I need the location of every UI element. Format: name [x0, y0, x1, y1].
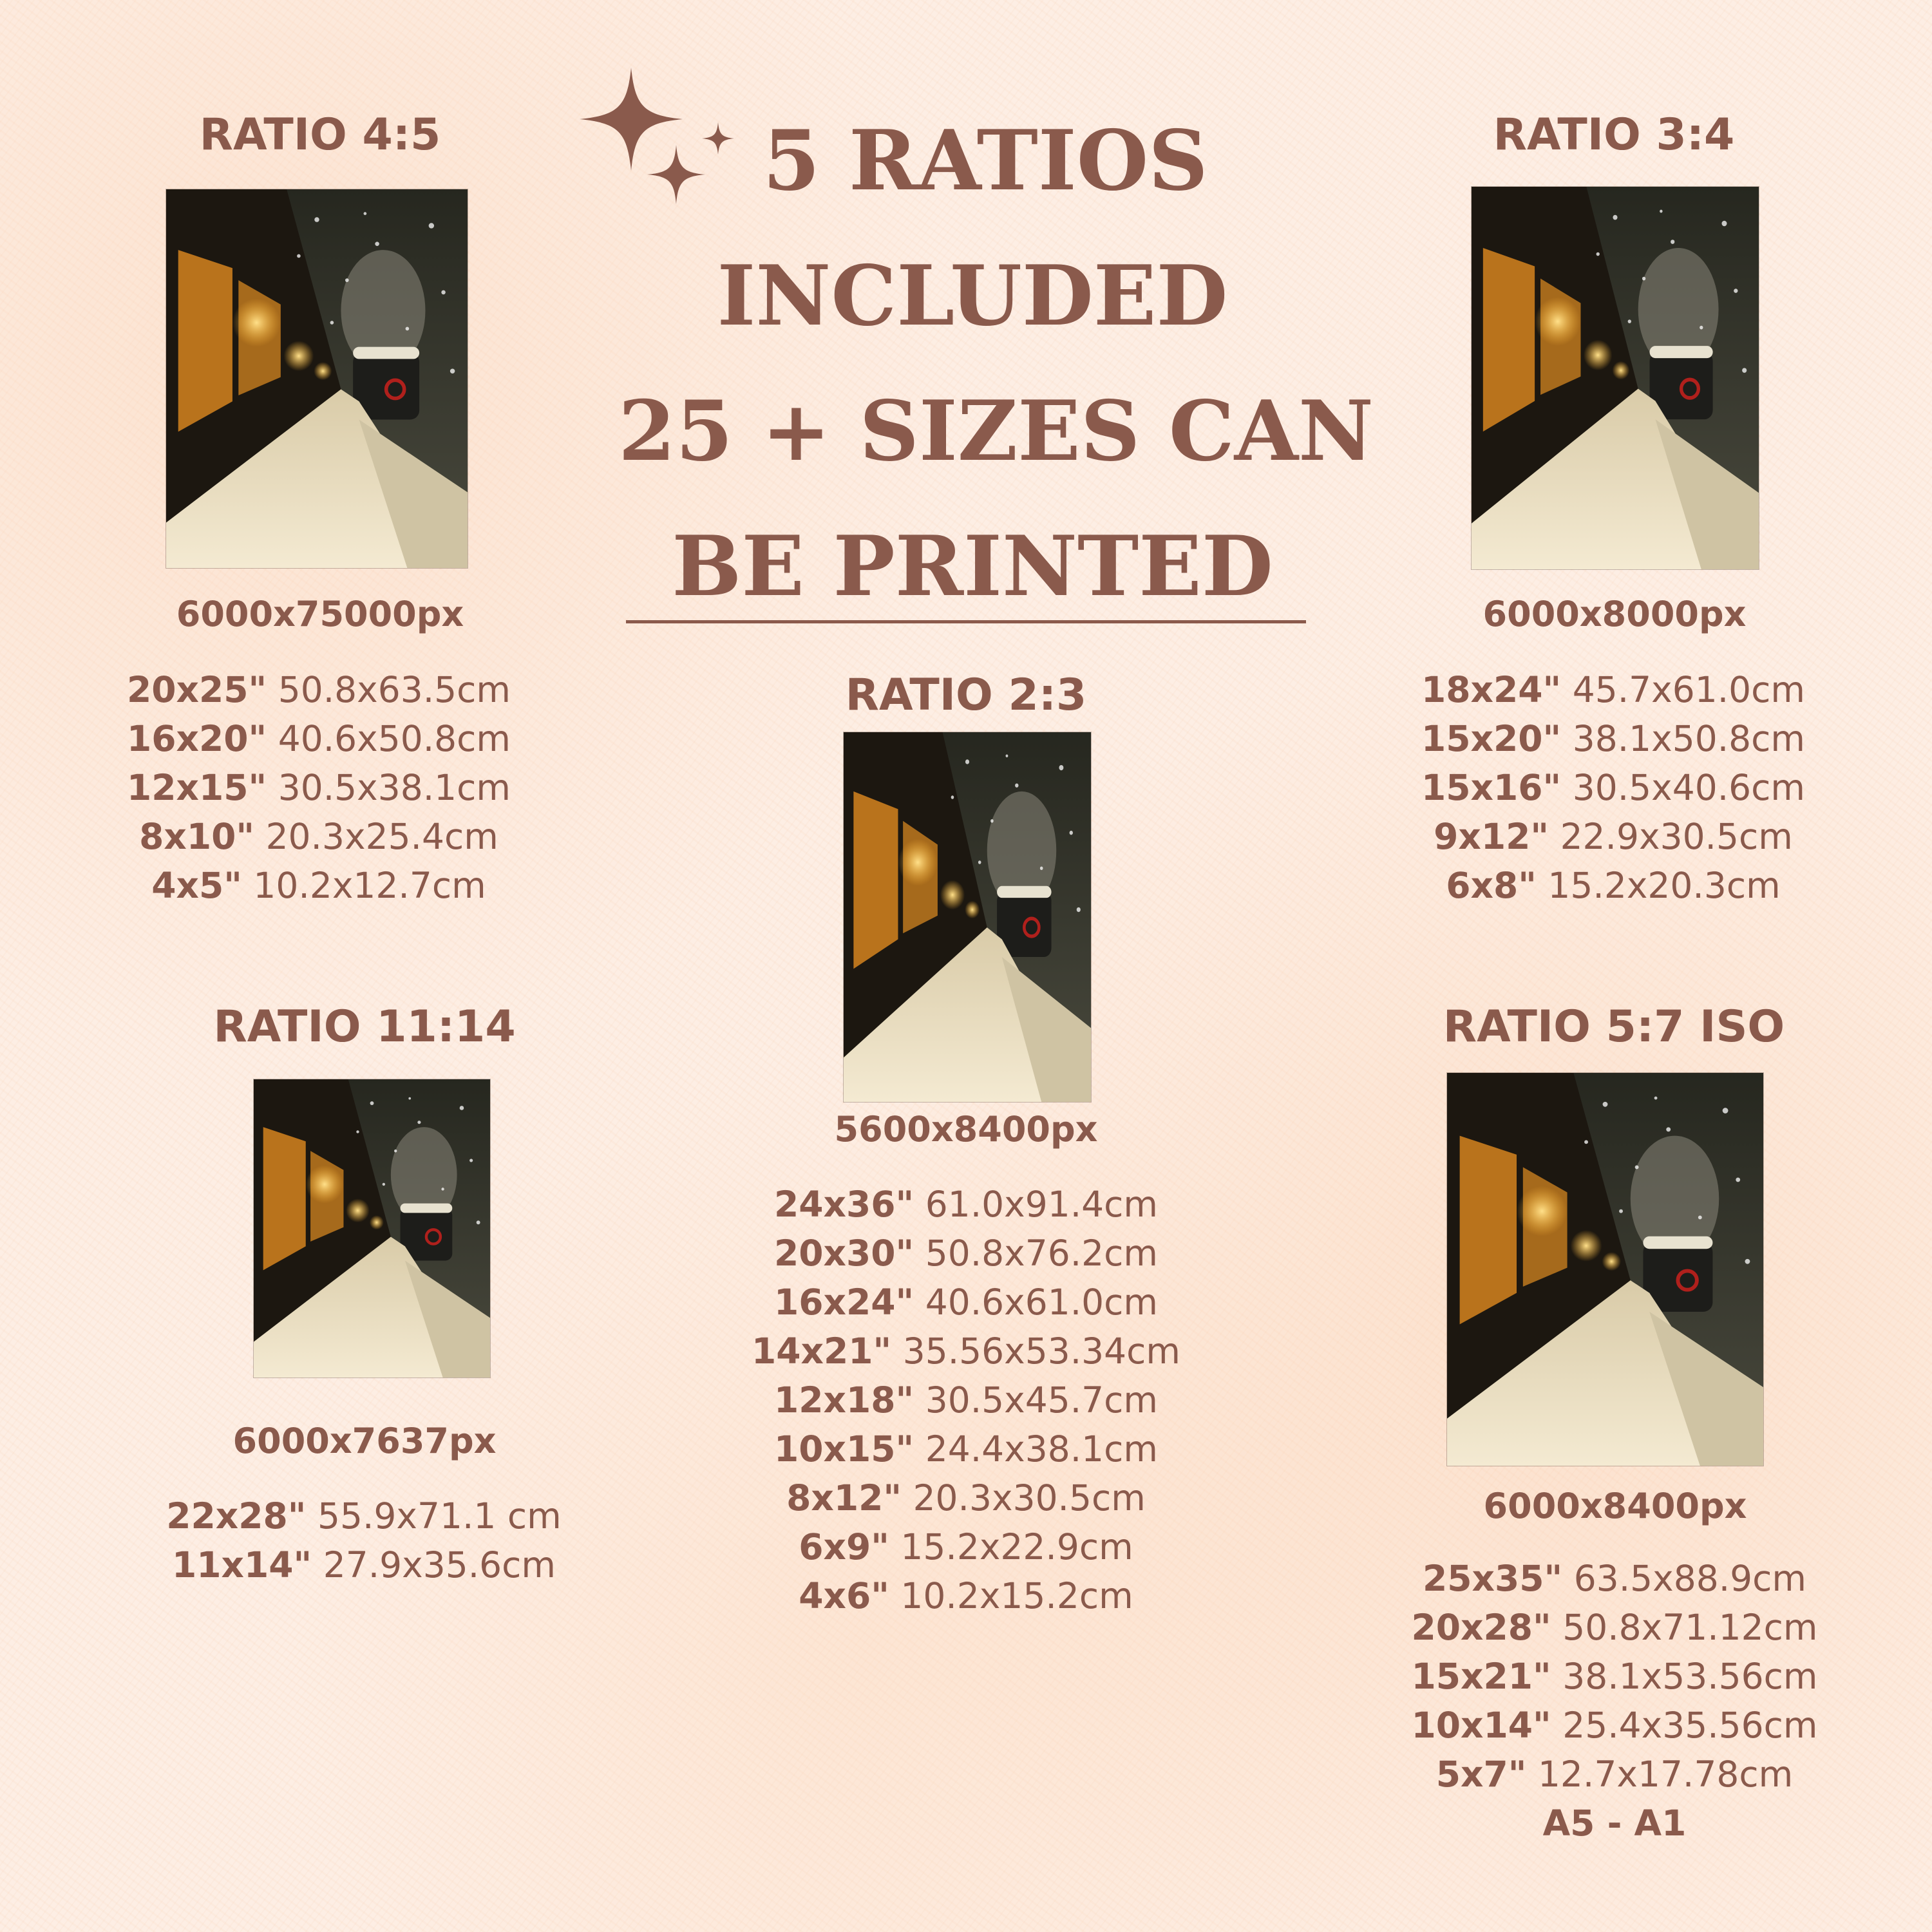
ratio-3-4-label: RATIO 3:4 — [1493, 109, 1735, 160]
size-inches: 18x24" — [1421, 669, 1562, 710]
ratio-5-7-sizes — [1360, 1554, 1869, 1799]
size-line — [712, 1327, 1220, 1376]
size-line — [1359, 861, 1868, 910]
size-line — [1360, 1603, 1869, 1652]
ratio-2-3-sizes — [712, 1180, 1220, 1620]
ratio-11-14-pixels: 6000x7637px — [232, 1421, 497, 1461]
title-divider — [626, 620, 1306, 623]
size-cm: 61.0x91.4cm — [925, 1184, 1158, 1225]
size-line — [712, 1425, 1220, 1473]
ratio-4-5-sizes — [64, 665, 573, 910]
size-cm: 15.2x22.9cm — [900, 1526, 1133, 1567]
size-inches: 20x28" — [1411, 1607, 1551, 1648]
ratio-11-14-image — [254, 1079, 490, 1378]
size-inches: 14x21" — [752, 1331, 892, 1372]
size-line — [1359, 665, 1868, 714]
size-line — [64, 861, 573, 910]
size-cm: 45.7x61.0cm — [1572, 669, 1805, 710]
ratio-4-5-label: RATIO 4:5 — [199, 109, 441, 160]
title-line-1: 5 RATIOS — [762, 113, 1208, 209]
size-cm: 40.6x50.8cm — [278, 718, 511, 759]
size-inches: 16x20" — [127, 718, 267, 759]
ratio-11-14-label: RATIO 11:14 — [213, 1001, 516, 1052]
ratio-3-4-pixels: 6000x8000px — [1482, 594, 1747, 634]
size-line — [1359, 714, 1868, 763]
size-inches: 20x25" — [127, 669, 267, 710]
title-line-2: INCLUDED — [717, 248, 1228, 345]
size-line — [712, 1473, 1220, 1522]
size-cm: 10.2x15.2cm — [900, 1575, 1133, 1616]
size-inches: 15x16" — [1421, 767, 1562, 808]
size-inches: 20x30" — [774, 1233, 914, 1274]
title-block — [618, 93, 1374, 634]
size-inches: 22x28" — [166, 1495, 307, 1537]
size-cm: 50.8x71.12cm — [1562, 1607, 1818, 1648]
size-inches: 9x12" — [1434, 816, 1549, 857]
size-cm: 30.5x38.1cm — [278, 767, 511, 808]
size-inches: 4x5" — [151, 865, 242, 906]
ratio-4-5-pixels: 6000x75000px — [176, 594, 464, 634]
size-cm: 20.3x30.5cm — [913, 1477, 1146, 1519]
ratio-3-4-sizes — [1359, 665, 1868, 910]
ratio-2-3-pixels: 5600x8400px — [834, 1109, 1098, 1150]
size-cm: 20.3x25.4cm — [265, 816, 498, 857]
size-cm: 27.9x35.6cm — [323, 1544, 556, 1586]
size-line — [64, 812, 573, 861]
size-inches: 11x14" — [172, 1544, 312, 1586]
size-inches: 12x15" — [127, 767, 267, 808]
size-cm: 38.1x50.8cm — [1572, 718, 1805, 759]
size-inches: 12x18" — [774, 1379, 914, 1421]
size-inches: 24x36" — [774, 1184, 914, 1225]
ratio-11-14-sizes — [109, 1492, 618, 1589]
size-cm: 30.5x45.7cm — [925, 1379, 1158, 1421]
size-cm: 25.4x35.56cm — [1562, 1705, 1818, 1746]
size-inches: 8x10" — [139, 816, 255, 857]
size-cm: 63.5x88.9cm — [1573, 1558, 1806, 1599]
size-line — [109, 1540, 618, 1589]
ratio-2-3-label: RATIO 2:3 — [845, 670, 1087, 721]
size-line — [109, 1492, 618, 1540]
size-cm: 24.4x38.1cm — [925, 1428, 1158, 1470]
size-inches: 25x35" — [1423, 1558, 1563, 1599]
size-inches: 4x6" — [799, 1575, 889, 1616]
size-inches: 5x7" — [1435, 1754, 1527, 1795]
size-line — [1360, 1554, 1869, 1603]
title-line-4: BE PRINTED — [672, 518, 1273, 615]
size-line — [712, 1571, 1220, 1620]
size-line — [712, 1376, 1220, 1425]
size-inches: 6x9" — [799, 1526, 889, 1567]
ratio-5-7-pixels: 6000x8400px — [1483, 1486, 1747, 1526]
size-line — [64, 763, 573, 812]
size-inches: 10x14" — [1411, 1705, 1551, 1746]
ratio-5-7-image — [1447, 1073, 1763, 1466]
ratio-5-7-iso-range: A5 - A1 — [1542, 1803, 1687, 1844]
size-line — [712, 1180, 1220, 1229]
size-cm: 35.56x53.34cm — [902, 1331, 1180, 1372]
size-cm: 12.7x17.78cm — [1537, 1754, 1794, 1795]
ratio-2-3-image — [844, 732, 1091, 1102]
size-line — [1359, 812, 1868, 861]
size-cm: 22.9x30.5cm — [1560, 816, 1793, 857]
size-line — [1360, 1652, 1869, 1701]
ratio-5-7-label: RATIO 5:7 ISO — [1443, 1001, 1785, 1052]
size-line — [64, 714, 573, 763]
size-line — [712, 1278, 1220, 1327]
size-inches: 16x24" — [774, 1282, 914, 1323]
size-cm: 30.5x40.6cm — [1572, 767, 1805, 808]
size-cm: 55.9x71.1 cm — [317, 1495, 562, 1537]
size-inches: 15x20" — [1421, 718, 1562, 759]
title-line-3: 25 + SIZES CAN — [618, 383, 1374, 480]
size-cm: 38.1x53.56cm — [1562, 1656, 1818, 1697]
size-line — [1360, 1701, 1869, 1750]
size-inches: 8x12" — [786, 1477, 902, 1519]
size-cm: 15.2x20.3cm — [1548, 865, 1781, 906]
size-line — [1360, 1750, 1869, 1799]
size-line — [64, 665, 573, 714]
size-cm: 40.6x61.0cm — [925, 1282, 1158, 1323]
ratio-3-4-image — [1472, 187, 1759, 569]
size-inches: 10x15" — [774, 1428, 914, 1470]
size-inches: 6x8" — [1446, 865, 1537, 906]
size-cm: 50.8x76.2cm — [925, 1233, 1158, 1274]
size-cm: 10.2x12.7cm — [253, 865, 486, 906]
ratio-4-5-image — [166, 189, 468, 568]
size-line — [712, 1522, 1220, 1571]
size-cm: 50.8x63.5cm — [278, 669, 511, 710]
size-line — [1359, 763, 1868, 812]
size-inches: 15x21" — [1411, 1656, 1551, 1697]
size-line — [712, 1229, 1220, 1278]
